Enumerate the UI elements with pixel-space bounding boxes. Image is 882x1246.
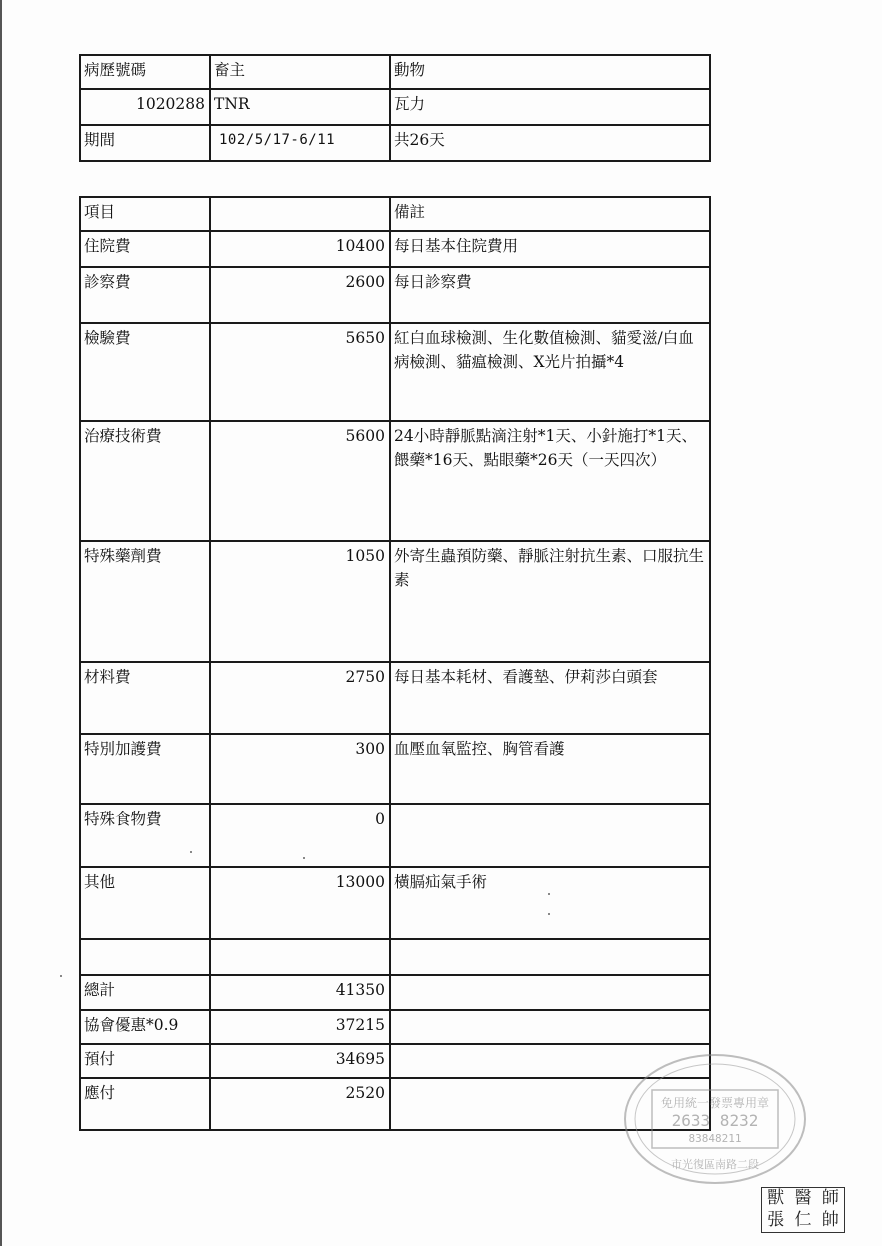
- table-row: [80, 804, 710, 867]
- fee-note: [390, 1010, 710, 1044]
- record-number-header: 病歷號碼: [80, 55, 210, 89]
- fee-amount: 5600: [210, 421, 390, 541]
- scan-speck: [548, 893, 550, 895]
- seal-char: 張: [767, 1210, 785, 1230]
- fee-amount: 0: [210, 804, 390, 867]
- animal-value: 瓦力: [390, 89, 710, 125]
- fee-item: 檢驗費: [80, 323, 210, 421]
- invoice-stamp: [622, 1052, 808, 1186]
- fee-note: 橫膈疝氣手術: [390, 867, 710, 939]
- fee-header-row: [80, 197, 710, 231]
- total-row: [80, 975, 710, 1010]
- period-total: 共26天: [390, 125, 710, 161]
- stamp-bottom-text: 市光復區南路二段: [671, 1158, 759, 1171]
- fee-item: 應付: [80, 1078, 210, 1130]
- fee-amount: 2600: [210, 267, 390, 323]
- prepaid-row: [80, 1044, 710, 1078]
- seal-char: 仁: [794, 1210, 812, 1230]
- fee-amount: 10400: [210, 231, 390, 267]
- fee-item: 其他: [80, 867, 210, 939]
- table-row: [80, 734, 710, 804]
- fee-item: 住院費: [80, 231, 210, 267]
- fee-item: 協會優惠*0.9: [80, 1010, 210, 1044]
- fee-amount: 2520: [210, 1078, 390, 1130]
- table-row: [80, 267, 710, 323]
- fee-item: 特別加護費: [80, 734, 210, 804]
- fee-item: 特殊藥劑費: [80, 541, 210, 662]
- scan-speck: [190, 851, 192, 853]
- fee-note: [390, 975, 710, 1010]
- fee-note: 外寄生蟲預防藥、靜脈注射抗生素、口服抗生素: [390, 541, 710, 662]
- period-row: [80, 125, 710, 161]
- fee-amount: 37215: [210, 1010, 390, 1044]
- note-header: 備註: [390, 197, 710, 231]
- record-number-value: 1020288: [80, 89, 210, 125]
- fee-amount: [210, 939, 390, 975]
- fee-amount: 5650: [210, 323, 390, 421]
- fee-note: 每日基本住院費用: [390, 231, 710, 267]
- fee-item: [80, 939, 210, 975]
- table-row: [80, 541, 710, 662]
- stamp-line1: 免用統一發票專用章: [660, 1096, 770, 1110]
- period-label: 期間: [80, 125, 210, 161]
- fee-note: 紅白血球檢測、生化數值檢測、貓愛滋/白血病檢測、貓瘟檢測、X光片拍攝*4: [390, 323, 710, 421]
- fee-item: 總計: [80, 975, 210, 1010]
- fee-amount: 34695: [210, 1044, 390, 1078]
- fee-note: 24小時靜脈點滴注射*1天、小針施打*1天、餵藥*16天、點眼藥*26天（一天四次）: [390, 421, 710, 541]
- fee-note: 血壓血氧監控、胸管看護: [390, 734, 710, 804]
- stamp-line3: 83848211: [688, 1132, 742, 1145]
- fee-amount: 1050: [210, 541, 390, 662]
- fee-item: 特殊食物費: [80, 804, 210, 867]
- seal-char: 醫: [794, 1188, 812, 1208]
- item-header: 項目: [80, 197, 210, 231]
- info-header-row: [80, 55, 710, 89]
- fee-item: 預付: [80, 1044, 210, 1078]
- fee-amount: 2750: [210, 662, 390, 734]
- fee-note: 每日基本耗材、看護墊、伊莉莎白頭套: [390, 662, 710, 734]
- page-left-edge: [0, 0, 2, 1246]
- stamp-line2: 2633 8232: [671, 1111, 759, 1130]
- fee-amount: 13000: [210, 867, 390, 939]
- owner-header: 畜主: [210, 55, 390, 89]
- scan-speck: [303, 857, 305, 859]
- amount-due-row: [80, 1078, 710, 1130]
- info-value-row: [80, 89, 710, 125]
- fee-item: 治療技術費: [80, 421, 210, 541]
- amount-header: [210, 197, 390, 231]
- table-row: [80, 662, 710, 734]
- scan-speck: [548, 913, 550, 915]
- fee-table: [79, 196, 711, 1131]
- table-row: [80, 867, 710, 939]
- table-row: [80, 231, 710, 267]
- fee-item: 診察費: [80, 267, 210, 323]
- owner-value: TNR: [210, 89, 390, 125]
- fee-amount: 41350: [210, 975, 390, 1010]
- fee-item: 材料費: [80, 662, 210, 734]
- patient-info-table: [79, 54, 711, 162]
- fee-note: [390, 939, 710, 975]
- scan-speck: [60, 975, 62, 977]
- table-row: [80, 421, 710, 541]
- seal-char: 獸: [767, 1188, 785, 1208]
- table-row: [80, 939, 710, 975]
- animal-header: 動物: [390, 55, 710, 89]
- fee-amount: 300: [210, 734, 390, 804]
- period-dates: 102/5/17-6/11: [210, 125, 390, 161]
- fee-note: [390, 804, 710, 867]
- fee-note: 每日診察費: [390, 267, 710, 323]
- veterinarian-seal: [761, 1187, 845, 1233]
- seal-char: 帥: [821, 1210, 839, 1230]
- seal-char: 師: [821, 1188, 839, 1208]
- table-row: [80, 323, 710, 421]
- discount-row: [80, 1010, 710, 1044]
